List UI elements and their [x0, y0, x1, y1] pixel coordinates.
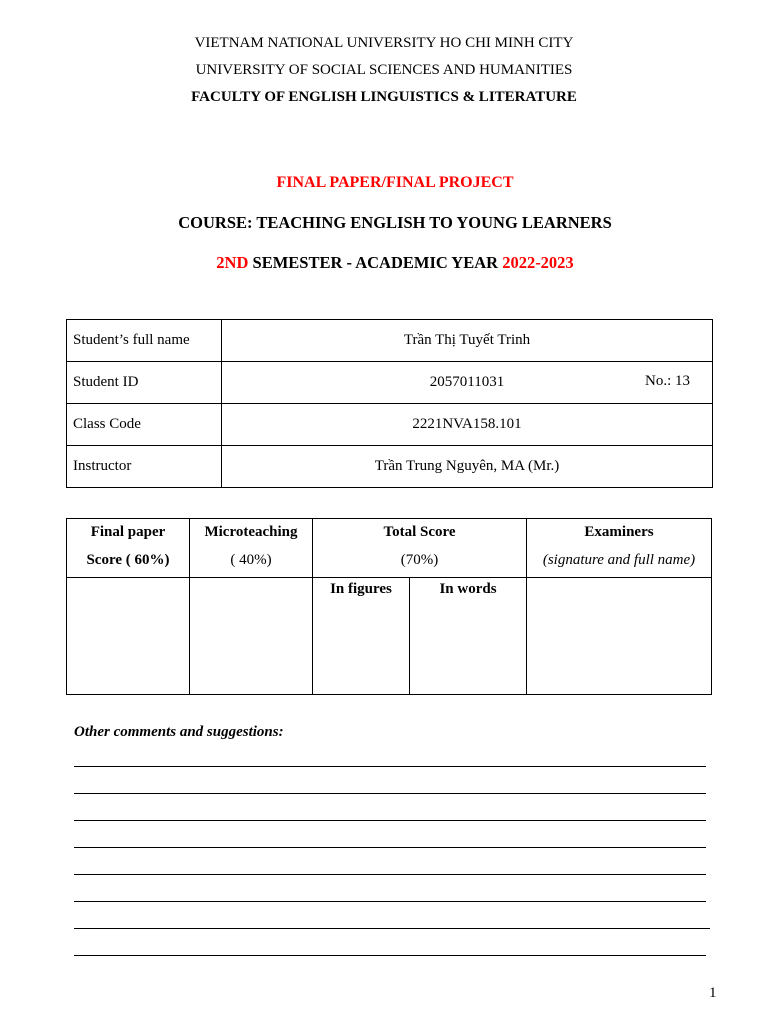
in-words-cell [410, 578, 527, 695]
final-paper-label: Final paper [90, 524, 166, 540]
table-row [67, 446, 713, 488]
microteaching-header [190, 519, 313, 578]
student-info-table [66, 319, 713, 488]
microteaching-score-cell [190, 578, 313, 695]
comment-line [74, 874, 706, 875]
student-id-value: 2057011031 [429, 374, 505, 390]
table-row [67, 519, 712, 578]
score-table [66, 518, 712, 695]
examiners-label: Examiners [584, 524, 654, 540]
school-name: UNIVERSITY OF SOCIAL SCIENCES AND HUMANITIES [195, 62, 573, 78]
comment-line [74, 766, 706, 767]
student-id-label: Student ID [67, 362, 222, 404]
total-score-header [313, 519, 527, 578]
class-code-label: Class Code [67, 404, 222, 446]
table-row [67, 362, 713, 404]
academic-year: 2022-2023 [502, 253, 574, 272]
comment-line [74, 793, 706, 794]
university-name: VIETNAM NATIONAL UNIVERSITY HO CHI MINH CITY [194, 35, 574, 51]
comment-line [74, 955, 706, 956]
comment-line [74, 928, 710, 929]
examiners-signature-cell [527, 578, 712, 695]
microteaching-weight: ( 40%) [230, 552, 272, 568]
microteaching-label: Microteaching [204, 524, 298, 540]
examiners-note: (signature and full name) [542, 552, 696, 568]
semester-title [0, 253, 768, 273]
total-score-weight: (70%) [400, 552, 439, 568]
in-figures-cell [313, 578, 410, 695]
comment-line [74, 847, 706, 848]
final-paper-score-cell [67, 578, 190, 695]
comment-line [74, 901, 706, 902]
name-label: Student’s full name [67, 320, 222, 362]
faculty-name: FACULTY OF ENGLISH LINGUISTICS & LITERATURE [191, 89, 577, 105]
semester-number: 2ND [216, 253, 249, 272]
table-row [67, 578, 712, 695]
comment-line [74, 820, 706, 821]
comments-label: Other comments and suggestions: [74, 724, 284, 740]
semester-label: SEMESTER - ACADEMIC YEAR [248, 253, 503, 272]
course-title: COURSE: TEACHING ENGLISH TO YOUNG LEARNERS [178, 213, 612, 232]
table-row [67, 320, 713, 362]
in-figures-label: In figures [330, 581, 392, 597]
final-paper-weight: Score ( 60%) [86, 552, 170, 568]
total-score-label: Total Score [383, 524, 456, 540]
paper-title: FINAL PAPER/FINAL PROJECT [276, 174, 514, 191]
class-code-value: 2221NVA158.101 [222, 404, 713, 446]
student-number: No.: 13 [645, 373, 690, 389]
student-id-cell [222, 362, 713, 404]
in-words-label: In words [439, 581, 497, 597]
instructor-label: Instructor [67, 446, 222, 488]
final-paper-header [67, 519, 190, 578]
page-number: 1 [709, 985, 717, 1001]
instructor-value: Trần Trung Nguyên, MA (Mr.) [222, 446, 713, 488]
name-value: Trần Thị Tuyết Trinh [222, 320, 713, 362]
table-row [67, 404, 713, 446]
examiners-header [527, 519, 712, 578]
